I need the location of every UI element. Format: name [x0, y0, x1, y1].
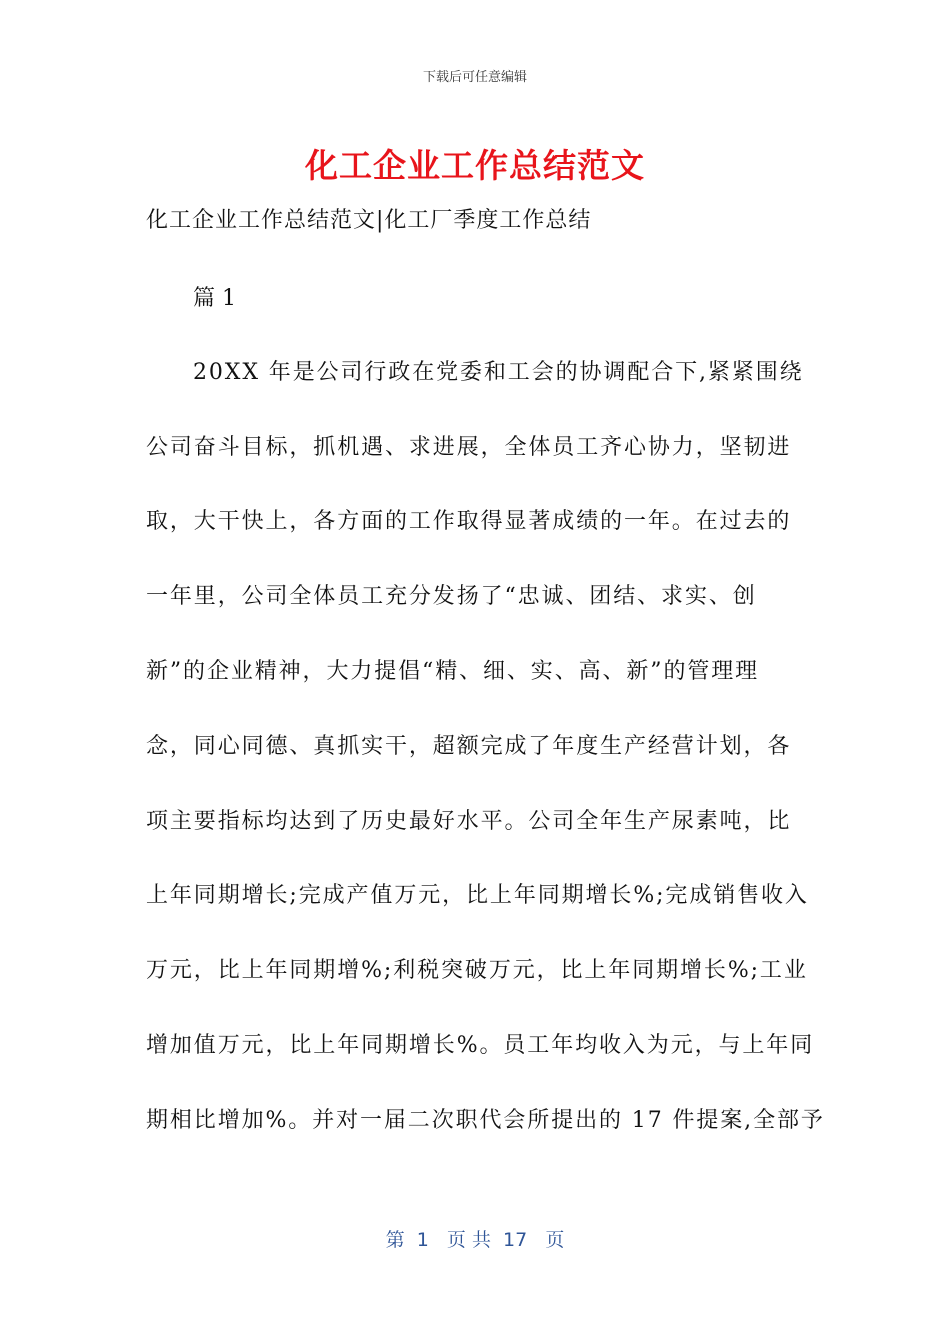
- body-line: 取，大干快上，各方面的工作取得显著成绩的一年。在过去的: [146, 509, 792, 534]
- document-subtitle: 化工企业工作总结范文|化工厂季度工作总结: [146, 208, 592, 233]
- body-line: 增加值万元，比上年同期增长%。员工年均收入为元，与上年同: [146, 1033, 815, 1058]
- section-label: 篇 1: [193, 286, 236, 311]
- body-line: 20XX 年是公司行政在党委和工会的协调配合下,紧紧围绕: [193, 360, 804, 385]
- body-line: 新”的企业精神，大力提倡“精、细、实、高、新”的管理理: [146, 659, 760, 684]
- body-line: 念，同心同德、真抓实干，超额完成了年度生产经营计划，各: [146, 734, 792, 759]
- page-number-footer: 第 1 页 共 17 页: [385, 1229, 565, 1251]
- body-line: 一年里，公司全体员工充分发扬了“忠诚、团结、求实、创: [146, 584, 757, 609]
- body-line: 万元，比上年同期增%;利税突破万元，比上年同期增长%;工业: [146, 958, 808, 983]
- body-line: 公司奋斗目标，抓机遇、求进展，全体员工齐心协力，坚韧进: [146, 435, 792, 460]
- body-line: 期相比增加%。并对一届二次职代会所提出的 17 件提案,全部予: [146, 1108, 825, 1133]
- document-title: 化工企业工作总结范文: [305, 146, 645, 185]
- body-line: 上年同期增长;完成产值万元，比上年同期增长%;完成销售收入: [146, 883, 809, 908]
- body-line: 项主要指标均达到了历史最好水平。公司全年生产尿素吨，比: [146, 809, 792, 834]
- header-note: 下载后可任意编辑: [422, 70, 527, 85]
